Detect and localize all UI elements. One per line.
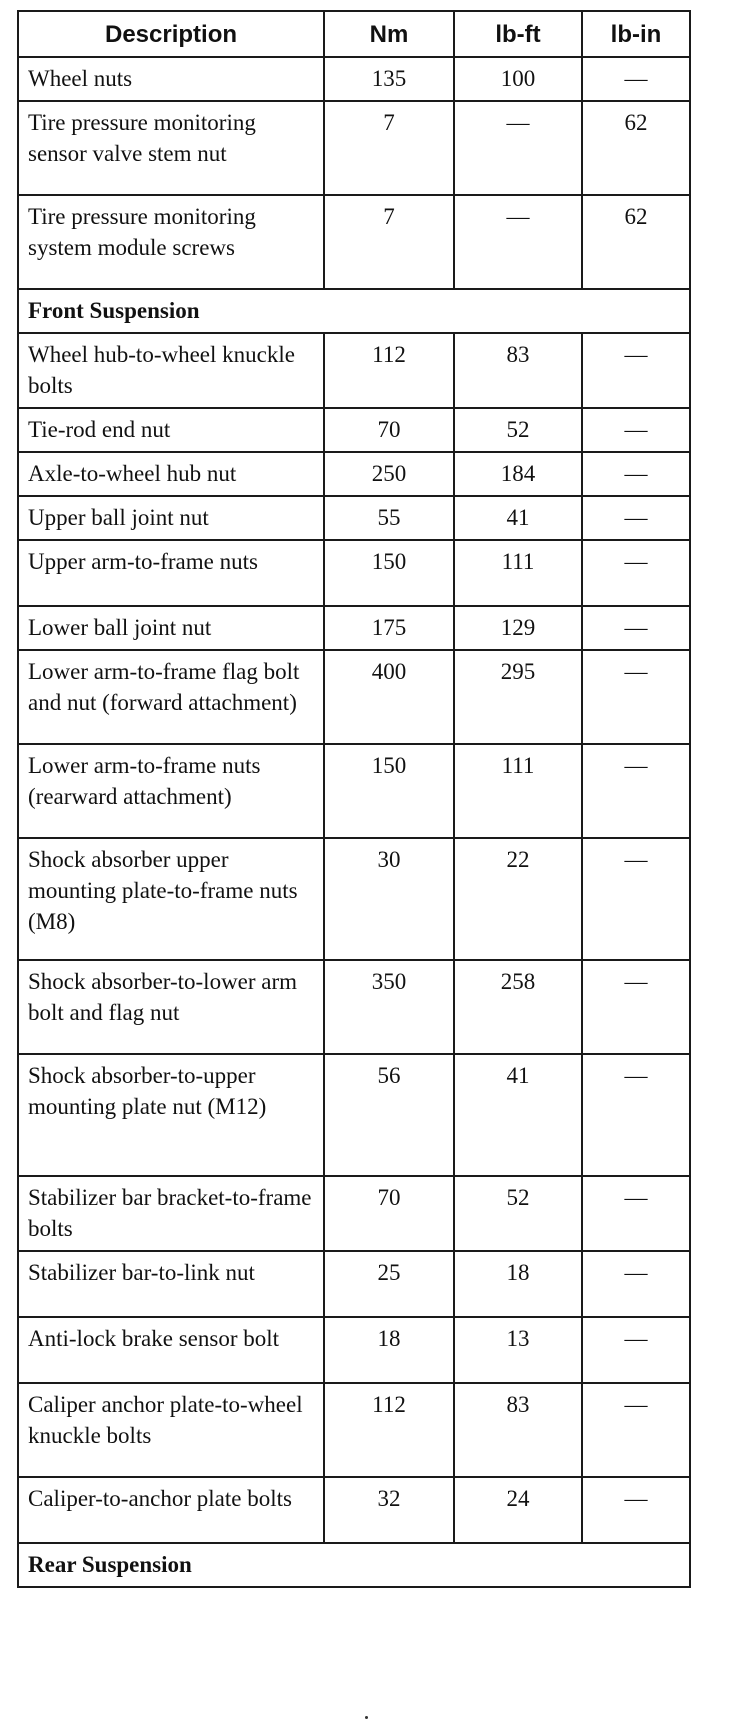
cell-nm: 30	[324, 838, 454, 960]
cell-description: Tie-rod end nut	[18, 408, 324, 452]
table-row	[18, 1317, 690, 1383]
cell-lbft: 18	[454, 1251, 582, 1317]
cell-lbin: —	[582, 57, 690, 101]
header-row	[18, 11, 690, 57]
cell-lbft: 258	[454, 960, 582, 1054]
cell-description: Caliper-to-anchor plate bolts	[18, 1477, 324, 1543]
cell-lbft: 24	[454, 1477, 582, 1543]
cell-nm: 32	[324, 1477, 454, 1543]
cell-lbin: —	[582, 496, 690, 540]
cell-lbin: —	[582, 650, 690, 744]
table-row	[18, 650, 690, 744]
header-lbin: lb-in	[582, 11, 690, 57]
table-row	[18, 838, 690, 960]
cell-lbft: 41	[454, 1054, 582, 1176]
table-row	[18, 960, 690, 1054]
table-body	[18, 57, 690, 1587]
section-row	[18, 1543, 690, 1587]
cell-lbin: —	[582, 1477, 690, 1543]
cell-lbin: —	[582, 1383, 690, 1477]
stray-mark	[365, 1716, 368, 1719]
section-heading: Rear Suspension	[18, 1543, 690, 1587]
cell-nm: 400	[324, 650, 454, 744]
cell-description: Upper ball joint nut	[18, 496, 324, 540]
cell-nm: 56	[324, 1054, 454, 1176]
table-row	[18, 57, 690, 101]
cell-nm: 112	[324, 333, 454, 408]
cell-lbin: 62	[582, 195, 690, 289]
cell-nm: 18	[324, 1317, 454, 1383]
table-row	[18, 606, 690, 650]
cell-description: Stabilizer bar bracket-to-frame bolts	[18, 1176, 324, 1251]
table-row	[18, 1383, 690, 1477]
cell-lbin: —	[582, 1176, 690, 1251]
header-lbft: lb-ft	[454, 11, 582, 57]
header-description: Description	[18, 11, 324, 57]
cell-description: Wheel hub-to-wheel knuckle bolts	[18, 333, 324, 408]
cell-nm: 7	[324, 195, 454, 289]
cell-lbft: 83	[454, 1383, 582, 1477]
cell-lbin: —	[582, 333, 690, 408]
cell-lbft: 52	[454, 1176, 582, 1251]
cell-description: Shock absorber-to-upper mounting plate nut (M12)	[18, 1054, 324, 1176]
cell-nm: 250	[324, 452, 454, 496]
cell-nm: 135	[324, 57, 454, 101]
cell-description: Tire pressure monitoring system module screws	[18, 195, 324, 289]
cell-lbft: 83	[454, 333, 582, 408]
cell-description: Lower arm-to-frame nuts (rearward attachment)	[18, 744, 324, 838]
table-row	[18, 195, 690, 289]
cell-lbin: 62	[582, 101, 690, 195]
cell-lbft: 295	[454, 650, 582, 744]
table-row	[18, 744, 690, 838]
cell-lbin: —	[582, 452, 690, 496]
table-row	[18, 540, 690, 606]
cell-description: Upper arm-to-frame nuts	[18, 540, 324, 606]
cell-lbft: 184	[454, 452, 582, 496]
cell-nm: 25	[324, 1251, 454, 1317]
header-nm: Nm	[324, 11, 454, 57]
cell-description: Lower arm-to-frame flag bolt and nut (forward attachment)	[18, 650, 324, 744]
cell-lbft: 41	[454, 496, 582, 540]
cell-lbft: 129	[454, 606, 582, 650]
torque-spec-table	[17, 10, 691, 1588]
cell-description: Tire pressure monitoring sensor valve stem nut	[18, 101, 324, 195]
cell-nm: 350	[324, 960, 454, 1054]
cell-description: Shock absorber upper mounting plate-to-frame nuts (M8)	[18, 838, 324, 960]
cell-description: Anti-lock brake sensor bolt	[18, 1317, 324, 1383]
cell-lbin: —	[582, 1251, 690, 1317]
cell-nm: 55	[324, 496, 454, 540]
table-row	[18, 1176, 690, 1251]
table-row	[18, 1054, 690, 1176]
section-row	[18, 289, 690, 333]
cell-lbin: —	[582, 408, 690, 452]
table-row	[18, 452, 690, 496]
cell-description: Lower ball joint nut	[18, 606, 324, 650]
table-row	[18, 1251, 690, 1317]
cell-nm: 70	[324, 408, 454, 452]
cell-lbft: 52	[454, 408, 582, 452]
cell-lbft: —	[454, 195, 582, 289]
table-row	[18, 496, 690, 540]
cell-lbft: —	[454, 101, 582, 195]
cell-nm: 175	[324, 606, 454, 650]
cell-nm: 112	[324, 1383, 454, 1477]
cell-nm: 7	[324, 101, 454, 195]
table-row	[18, 408, 690, 452]
cell-lbin: —	[582, 540, 690, 606]
cell-lbft: 13	[454, 1317, 582, 1383]
torque-spec-sheet	[17, 10, 689, 1588]
cell-lbin: —	[582, 1054, 690, 1176]
cell-lbft: 100	[454, 57, 582, 101]
cell-lbin: —	[582, 1317, 690, 1383]
section-heading: Front Suspension	[18, 289, 690, 333]
table-row	[18, 101, 690, 195]
cell-lbin: —	[582, 838, 690, 960]
cell-description: Shock absorber-to-lower arm bolt and flag nut	[18, 960, 324, 1054]
table-row	[18, 333, 690, 408]
cell-lbft: 22	[454, 838, 582, 960]
cell-lbin: —	[582, 744, 690, 838]
cell-lbft: 111	[454, 744, 582, 838]
cell-nm: 150	[324, 744, 454, 838]
table-row	[18, 1477, 690, 1543]
cell-description: Wheel nuts	[18, 57, 324, 101]
cell-nm: 150	[324, 540, 454, 606]
cell-lbin: —	[582, 960, 690, 1054]
cell-description: Axle-to-wheel hub nut	[18, 452, 324, 496]
cell-description: Caliper anchor plate-to-wheel knuckle bolts	[18, 1383, 324, 1477]
cell-description: Stabilizer bar-to-link nut	[18, 1251, 324, 1317]
cell-lbin: —	[582, 606, 690, 650]
cell-nm: 70	[324, 1176, 454, 1251]
cell-lbft: 111	[454, 540, 582, 606]
